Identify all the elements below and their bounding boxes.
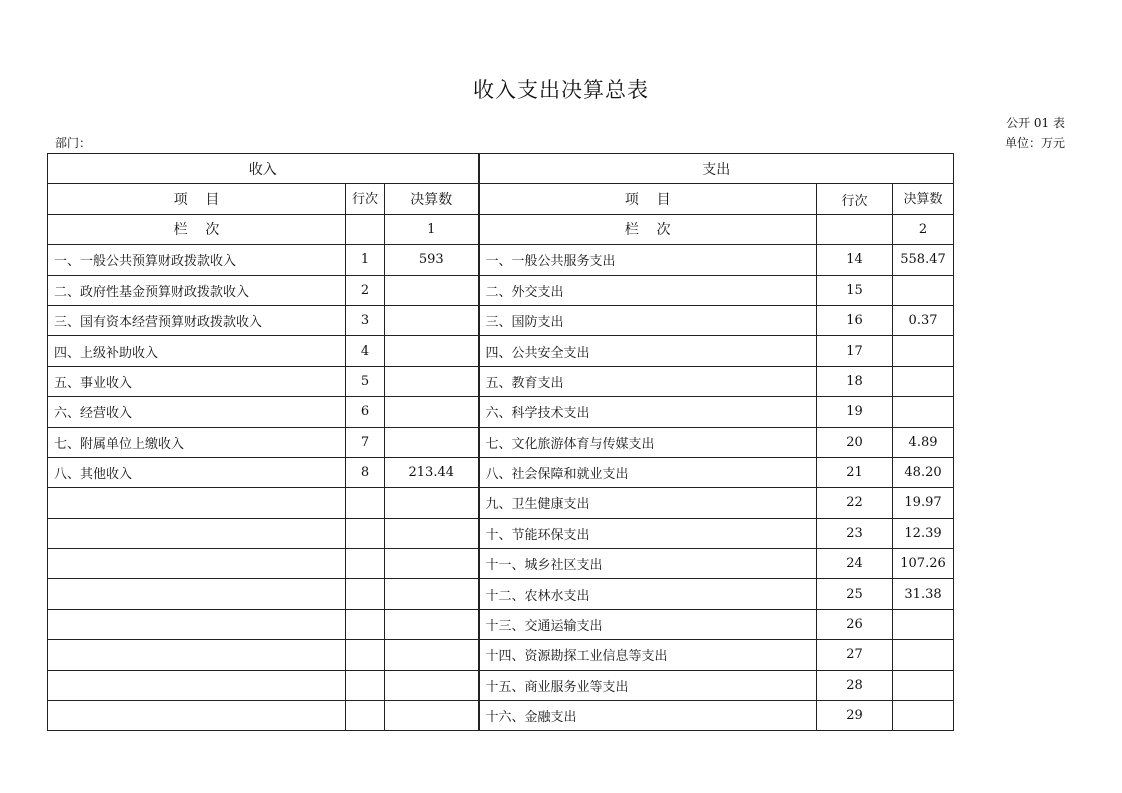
expense-item: 六、科学技术支出 (479, 397, 817, 427)
expense-row-no: 20 (817, 427, 893, 457)
expense-row-no: 21 (817, 457, 893, 487)
table-row (48, 640, 954, 670)
table-row (48, 518, 954, 548)
expense-amount: 107.26 (893, 549, 954, 579)
income-row-no (346, 640, 385, 670)
expense-amount (893, 336, 954, 366)
expense-item-header: 项 目 (479, 184, 817, 214)
income-item: 二、政府性基金预算财政拨款收入 (48, 275, 346, 305)
expense-item: 七、文化旅游体育与传媒支出 (479, 427, 817, 457)
income-item-header: 项 目 (48, 184, 346, 214)
table-row (48, 275, 954, 305)
income-item (48, 549, 346, 579)
income-item: 四、上级补助收入 (48, 336, 346, 366)
table-row (48, 488, 954, 518)
expense-row-no: 16 (817, 305, 893, 335)
expense-column-label: 栏 次 (479, 214, 817, 244)
expense-item: 十四、资源勘探工业信息等支出 (479, 640, 817, 670)
income-row-no: 6 (346, 397, 385, 427)
table-row (48, 579, 954, 609)
section-header-row (48, 154, 954, 184)
expense-amount: 48.20 (893, 457, 954, 487)
expense-amount: 0.37 (893, 305, 954, 335)
page-title: 收入支出决算总表 (473, 78, 649, 102)
income-item: 五、事业收入 (48, 366, 346, 396)
table-row (48, 366, 954, 396)
expense-item: 三、国防支出 (479, 305, 817, 335)
income-item: 七、附属单位上缴收入 (48, 427, 346, 457)
income-row-no: 2 (346, 275, 385, 305)
expense-item: 十三、交通运输支出 (479, 609, 817, 639)
income-amount (385, 549, 479, 579)
expense-amount (893, 670, 954, 700)
income-row-no: 3 (346, 305, 385, 335)
income-item (48, 579, 346, 609)
table-row (48, 305, 954, 335)
expense-item: 四、公共安全支出 (479, 336, 817, 366)
table-row (48, 701, 954, 731)
expense-header: 支出 (479, 154, 954, 184)
budget-summary-table (47, 153, 954, 731)
income-header: 收入 (48, 154, 479, 184)
income-amount (385, 336, 479, 366)
table-row (48, 670, 954, 700)
expense-amount: 4.89 (893, 427, 954, 457)
table-row (48, 609, 954, 639)
income-amount: 593 (385, 245, 479, 275)
income-item: 三、国有资本经营预算财政拨款收入 (48, 305, 346, 335)
income-row-no (346, 549, 385, 579)
income-row-no (346, 701, 385, 731)
expense-row-no: 27 (817, 640, 893, 670)
expense-row-no-index (817, 214, 893, 244)
column-header-row (48, 184, 954, 214)
expense-row-no: 18 (817, 366, 893, 396)
expense-amount: 19.97 (893, 488, 954, 518)
expense-column-index: 2 (893, 214, 954, 244)
expense-row-no: 14 (817, 245, 893, 275)
income-row-no (346, 670, 385, 700)
expense-amount (893, 397, 954, 427)
expense-item: 九、卫生健康支出 (479, 488, 817, 518)
expense-row-no: 26 (817, 609, 893, 639)
income-row-no: 5 (346, 366, 385, 396)
income-item (48, 701, 346, 731)
expense-item: 五、教育支出 (479, 366, 817, 396)
column-index-row (48, 214, 954, 244)
expense-row-no-header: 行次 (817, 184, 893, 214)
income-column-index: 1 (385, 214, 479, 244)
expense-amount: 12.39 (893, 518, 954, 548)
unit-label: 单位：万元 (1004, 136, 1065, 150)
income-item: 八、其他收入 (48, 457, 346, 487)
expense-amount-header: 决算数 (893, 184, 954, 214)
table-row (48, 549, 954, 579)
income-row-no: 7 (346, 427, 385, 457)
table-row (48, 336, 954, 366)
form-number: 公开 01 表 (1006, 116, 1065, 130)
income-item (48, 488, 346, 518)
table-row (48, 427, 954, 457)
expense-row-no: 24 (817, 549, 893, 579)
expense-item: 八、社会保障和就业支出 (479, 457, 817, 487)
income-column-label: 栏 次 (48, 214, 346, 244)
expense-row-no: 17 (817, 336, 893, 366)
expense-item: 一、一般公共服务支出 (479, 245, 817, 275)
income-item (48, 670, 346, 700)
expense-amount (893, 609, 954, 639)
table-row (48, 397, 954, 427)
income-item (48, 640, 346, 670)
expense-item: 十一、城乡社区支出 (479, 549, 817, 579)
expense-amount: 31.38 (893, 579, 954, 609)
income-row-no-index (346, 214, 385, 244)
expense-amount (893, 701, 954, 731)
income-amount (385, 701, 479, 731)
income-row-no: 8 (346, 457, 385, 487)
expense-row-no: 22 (817, 488, 893, 518)
income-row-no (346, 579, 385, 609)
expense-item: 十六、金融支出 (479, 701, 817, 731)
income-item (48, 518, 346, 548)
income-item: 一、一般公共预算财政拨款收入 (48, 245, 346, 275)
expense-amount (893, 640, 954, 670)
expense-row-no: 23 (817, 518, 893, 548)
expense-item: 十五、商业服务业等支出 (479, 670, 817, 700)
expense-item: 十、节能环保支出 (479, 518, 817, 548)
expense-amount (893, 366, 954, 396)
expense-row-no: 19 (817, 397, 893, 427)
expense-item: 二、外交支出 (479, 275, 817, 305)
income-amount (385, 397, 479, 427)
income-amount (385, 366, 479, 396)
table-row (48, 457, 954, 487)
expense-row-no: 15 (817, 275, 893, 305)
expense-item: 十二、农林水支出 (479, 579, 817, 609)
income-amount (385, 275, 479, 305)
income-amount (385, 305, 479, 335)
income-amount-header: 决算数 (385, 184, 479, 214)
expense-amount (893, 275, 954, 305)
table-row (48, 245, 954, 275)
income-amount (385, 670, 479, 700)
income-item (48, 609, 346, 639)
income-row-no (346, 609, 385, 639)
expense-amount: 558.47 (893, 245, 954, 275)
income-item: 六、经营收入 (48, 397, 346, 427)
income-amount (385, 427, 479, 457)
income-amount (385, 640, 479, 670)
income-row-no: 1 (346, 245, 385, 275)
income-row-no (346, 488, 385, 518)
expense-row-no: 25 (817, 579, 893, 609)
income-amount (385, 579, 479, 609)
income-amount (385, 518, 479, 548)
department-label: 部门： (55, 136, 92, 150)
income-row-no-header: 行次 (346, 184, 385, 214)
income-amount: 213.44 (385, 457, 479, 487)
expense-row-no: 28 (817, 670, 893, 700)
expense-row-no: 29 (817, 701, 893, 731)
income-amount (385, 488, 479, 518)
income-row-no (346, 518, 385, 548)
income-row-no: 4 (346, 336, 385, 366)
income-amount (385, 609, 479, 639)
